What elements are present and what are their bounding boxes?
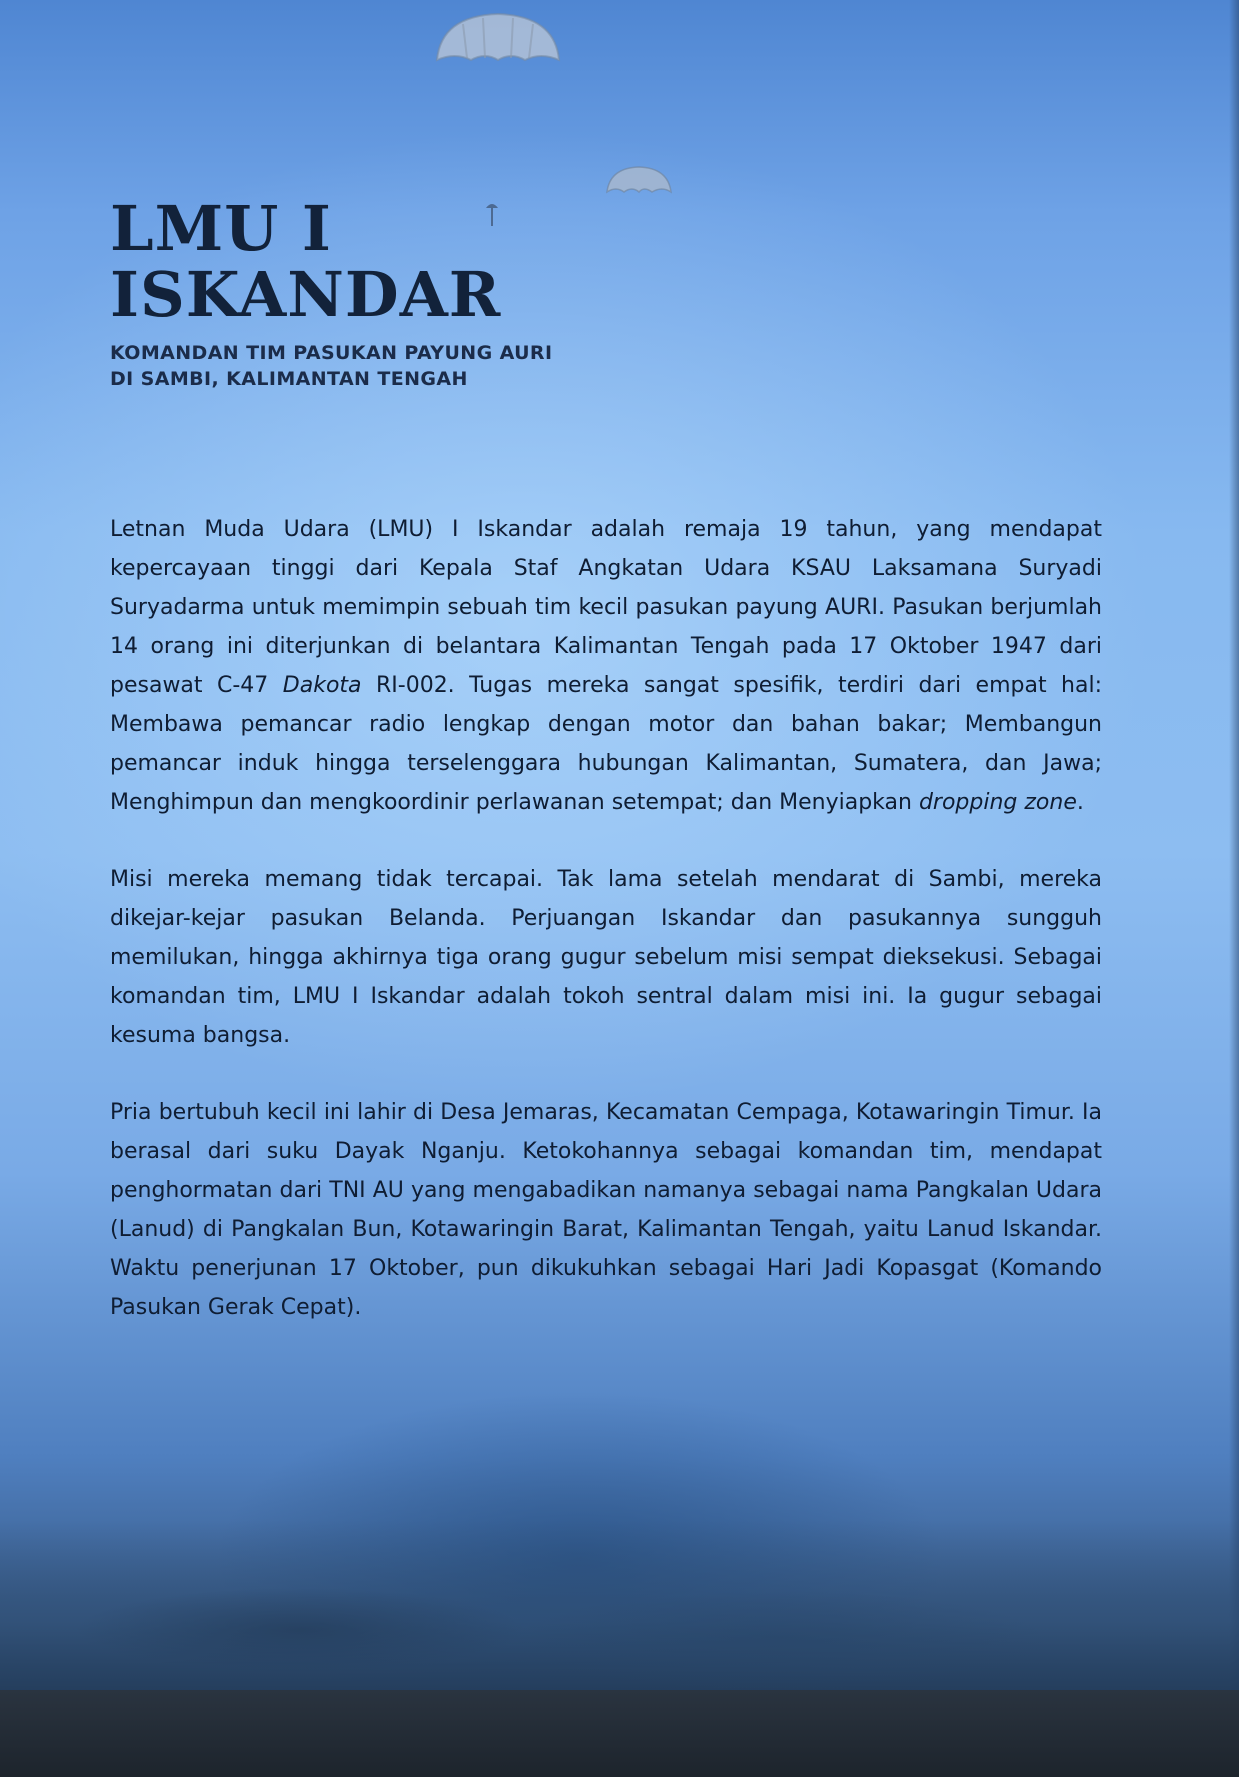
body-text (110, 510, 1102, 1365)
paragraph-1-part-2: RI-002. Tugas mereka sangat spesifik, terdiri dari empat hal: Membawa pemancar radio lengkap dengan motor dan bahan bakar; Membangun pemancar induk hingga terselenggara hubungan Kalimantan, Sumatera, dan Jawa; Menghimpun dan mengkoordinir perlawanan setempat; dan Menyiapkan (110, 673, 1102, 815)
paragraph-1-part-1: Letnan Muda Udara (LMU) I Iskandar adalah remaja 19 tahun, yang mendapat kepercayaan tinggi dari Kepala Staf Angkatan Udara KSAU Laksamana Suryadi Suryadarma untuk memimpin sebuah tim kecil pasukan payung AURI. Pasukan berjumlah 14 orang ini diterjunkan di belantara Kalimantan Tengah pada 17 Oktober 1947 dari pesawat C-47 (110, 517, 1102, 698)
parachute-icon (433, 10, 563, 80)
title-line-1: LMU I (110, 192, 332, 265)
landscape-silhouette (0, 1520, 1239, 1690)
page-title (110, 192, 670, 331)
dropping-zone-term: dropping zone (918, 790, 1077, 815)
paragraph-1-part-3: . (1076, 790, 1084, 815)
subtitle-line-1: KOMANDAN TIM PASUKAN PAYUNG AURI (110, 342, 553, 364)
paragraph-2: Misi mereka memang tidak tercapai. Tak lama setelah mendarat di Sambi, mereka dikejar-kejar pasukan Belanda. Perjuangan Iskandar dan pasukannya sungguh memilukan, hingga akhirnya tiga orang gugur sebelum misi sempat dieksekusi. Sebagai komandan tim, LMU I Iskandar adalah tokoh sentral dalam misi ini. Ia gugur sebagai kesuma bangsa. (110, 867, 1102, 1048)
subtitle-line-2: DI SAMBI, KALIMANTAN TENGAH (110, 368, 468, 390)
parachute-icon (604, 164, 674, 200)
paragraph-3: Pria bertubuh kecil ini lahir di Desa Jemaras, Kecamatan Cempaga, Kotawaringin Timur. Ia berasal dari suku Dayak Nganju. Ketokohannya sebagai komandan tim, mendapat penghormatan dari TNI AU yang mengabadikan namanya sebagai nama Pangkalan Udara (Lanud) di Pangkalan Bun, Kotawaringin Barat, Kalimantan Tengah, yaitu Lanud Iskandar. Waktu penerjunan 17 Oktober, pun dikukuhkan sebagai Hari Jadi Kopasgat (Komando Pasukan Gerak Cepat). (110, 1100, 1102, 1320)
title-block (110, 192, 670, 392)
subtitle (110, 340, 670, 392)
bottom-band (0, 1690, 1239, 1777)
title-line-2: ISKANDAR (110, 258, 502, 331)
paragraph-1 (110, 510, 1102, 822)
aircraft-name: Dakota (282, 673, 362, 698)
page-edge-shadow (1229, 0, 1239, 1777)
